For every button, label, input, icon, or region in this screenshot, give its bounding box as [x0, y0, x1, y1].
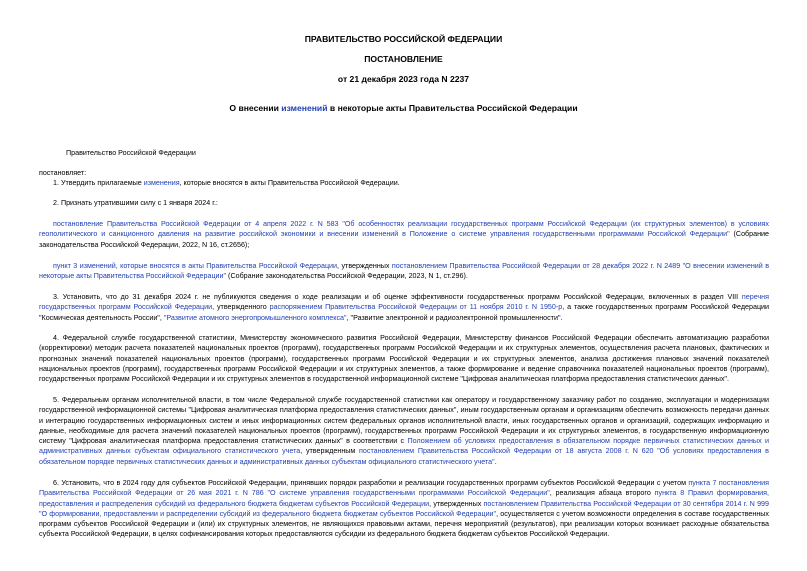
paragraph-2a: [39, 219, 769, 250]
p2b-text-mid: , утвержденных: [337, 262, 392, 270]
p2b-text-post: (Собрание законодательства Российской Федерации, 2023, N 1, ст.296).: [226, 272, 468, 281]
p3-text-mid1: , утвержденного: [212, 303, 270, 312]
subsidy-rules-link[interactable]: пункта 8 Правил формирования, предоставления и распределения субсидий из федерального бюджета бюджетам субъектов Российской Федерации: [39, 489, 769, 508]
paragraph-6: [39, 478, 769, 540]
p1-text-post: , которые вносятся в акты Правительства Российской Федерации.: [179, 179, 400, 187]
order-1950-link[interactable]: распоряжением Правительства Российской Федерации от 11 ноября 2010 г. N 1950-р: [269, 303, 563, 312]
government-heading: ПРАВИТЕЛЬСТВО РОССИЙСКОЙ ФЕДЕРАЦИИ: [304, 34, 503, 44]
paragraph-2b: [39, 261, 769, 282]
p3-text-post: , "Развитие электронной и радиоэлектронной промышленности".: [346, 313, 563, 322]
p1-changes-link[interactable]: изменения: [143, 179, 180, 187]
p6-text-pre: 6. Установить, что в 2024 году для субъектов Российской Федерации, принявших порядок разработки и реализации государственных программ субъектов Российской Федерации с учетом: [53, 479, 689, 487]
paragraph-1: [53, 178, 400, 188]
programs-list-link[interactable]: перечня государственных программ Российской Федерации: [39, 293, 769, 312]
decree-620-link[interactable]: постановлением Правительства Российской Федерации от 18 августа 2008 г. N 620 "Об условиях предоставления в обязательном порядке первичных статистических данных и административных данных субъектам официального статистического учета": [39, 447, 769, 466]
p2a-text-post: (Собрание законодательства Российской Федерации, 2022, N 16, ст.2656);: [39, 230, 769, 249]
p6-text-mid1: , реализация абзаца второго: [549, 489, 655, 498]
p6-text-mid2: , утвержденных: [429, 499, 484, 508]
document-title: [0, 103, 807, 113]
statistics-regulation-link[interactable]: Положением об условиях предоставления в обязательном порядке первичных статистических данных и административных данных субъектам официального статистического учета: [39, 437, 769, 456]
title-text-pre: О внесении: [229, 103, 282, 113]
point-3-link[interactable]: пункт 3 изменений, которые вносятся в акты Правительства Российской Федерации: [53, 262, 338, 270]
document-date: от 21 декабря 2023 года N 2237: [337, 74, 470, 84]
decree-2489-link[interactable]: постановлением Правительства Российской Федерации от 28 декабря 2022 г. N 2489 "О внесении изменений в некоторые акты Правительства Российской Федерации": [39, 262, 769, 281]
decree-999-link[interactable]: постановлением Правительства Российской Федерации от 30 сентября 2014 г. N 999 "О формировании, предоставлении и распределении субсидий из федерального бюджета бюджетам субъектов Российской Федерации": [39, 499, 769, 518]
p1-text-pre: 1. Утвердить прилагаемые: [53, 179, 144, 187]
p6-text-post: , осуществляется с учетом возможности определения в составе государственных программ субъектов Российской Федерации и (или) их структурных элементов, не являющихся правовыми актами, перечня мероприятий (результатов), при реализации которых возникает расходные обязательства субъекта Российской Федерации, в целях софинансирования которых предоставляются субсидии из федерального бюджета бюджетам субъектов Российской Федерации.: [39, 509, 769, 539]
nuclear-program-link[interactable]: "Развитие атомного энергопромышленного комплекса": [163, 313, 347, 322]
paragraph-5: [39, 395, 769, 467]
p3-text-mid2: , а также государственных программ Российской Федерации "Космическая деятельность России",: [39, 303, 770, 322]
document-type: ПОСТАНОВЛЕНИЕ: [364, 54, 443, 64]
p5-text-mid: , утвержденным: [300, 447, 360, 456]
paragraph-3: [39, 292, 769, 323]
decrees-word: постановляет:: [39, 169, 87, 177]
p5-text-post: .: [494, 457, 497, 466]
title-text-post: в некоторые акты Правительства Российской Федерации: [327, 103, 578, 113]
p5-text-pre: 5. Федеральным органам исполнительной власти, в том числе Федеральной службе государственной статистики как оператору и государственному заказчику работ по созданию, эксплуатации и модернизации государственной информационной системы "Цифровая аналитическая платформа предоставления статистических данных", иным государственным органам и организациям обеспечить возможность передачи данных и интеграцию государственных информационных систем и иных информационных систем федеральных органов исполнительной власти, иных государственных органов и организаций, содержащих информацию и данные, необходимые для расчета значений показателей национальных проектов (программ), государственных программ Российской Федерации и их структурных элементов, в государственную информационную систему "Цифровая аналитическая платформа предоставления статистических данных" в соответствии с: [39, 396, 769, 446]
paragraph-2: 2. Признать утратившими силу с 1 января 2024 г.:: [53, 199, 218, 207]
changes-link[interactable]: изменений: [281, 103, 328, 113]
paragraph-4: 4. Федеральной службе государственной статистики, Министерству экономического развития Российской Федерации, Министерству финансов Российской Федерации обеспечить автоматизацию разработки (корректировки) методик расчета показателей национальных проектов (программ), государственных программ Российской Федерации и их структурных элементов, осуществления расчета плановых, фактических и прогнозных значений показателей национальных проектов (программ), государственных программ Российской Федерации и их структурных элементов, анализа достижения плановых значений показателей национальных проектов (программ), государственных программ Российской Федерации и их структурных элементов, а также формирование и ведение справочника показателей национальных проектов (программ), государственных программ Российской Федерации и их структурных элементов в государственной информационной системе "Цифровая аналитическая платформа предоставления статистических данных".: [39, 334, 769, 384]
p3-text-pre: 3. Установить, что до 31 декабря 2024 г. не публикуются сведения о ходе реализации и об оценке эффективности государственных программ Российской Федерации, включенных в раздел VIII: [53, 293, 742, 301]
decree-583-link[interactable]: постановление Правительства Российской Федерации от 4 апреля 2022 г. N 583 "Об особенностях реализации государственных программ Российской Федерации (их структурных элементов) в условиях геополитического и санкционного давления на развитие российской экономики и внесении изменений в Положение о системе управления государственными программами Российской Федерации": [39, 220, 769, 239]
issuer: Правительство Российской Федерации: [66, 149, 196, 157]
decree-786-link[interactable]: пункта 7 постановления Правительства Российской Федерации от 26 мая 2021 г. N 786 "О системе управления государственными программами Российской Федерации": [39, 479, 769, 498]
